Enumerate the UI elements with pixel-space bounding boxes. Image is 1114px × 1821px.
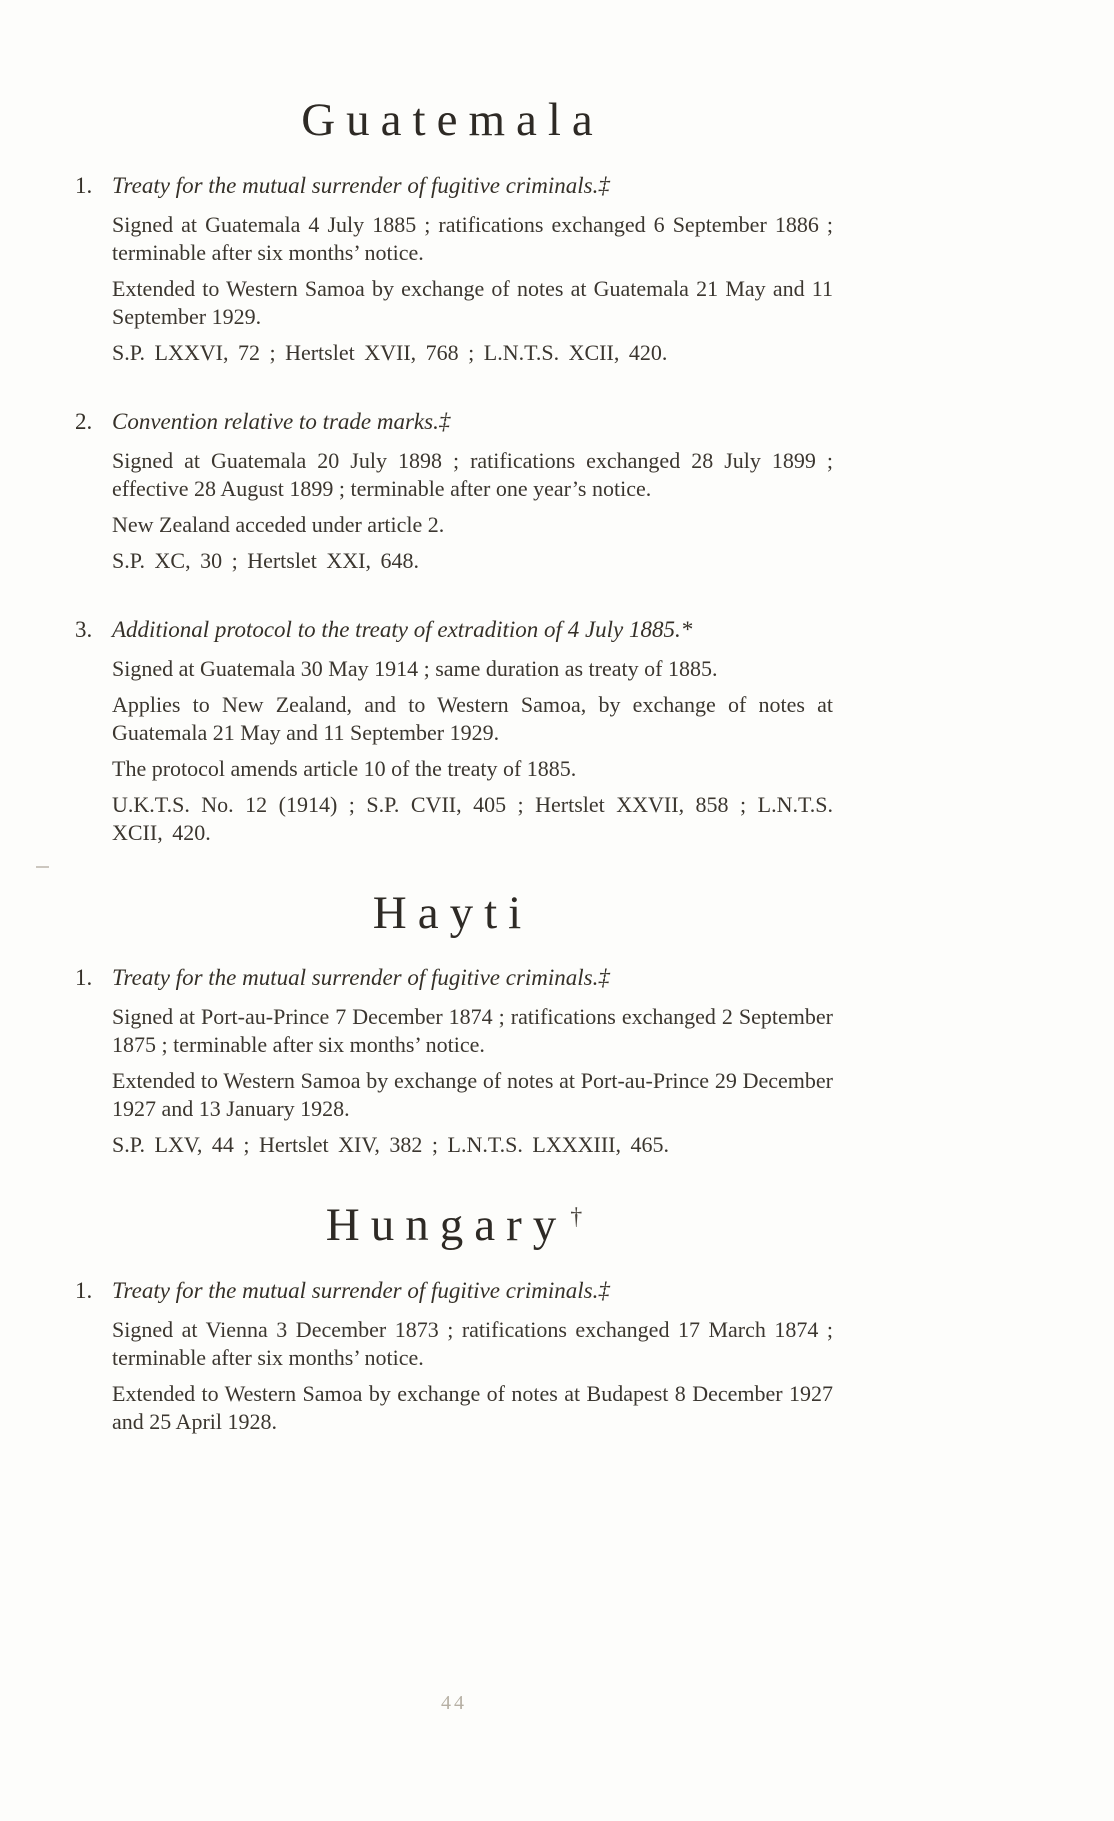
entry-number: 1. — [75, 965, 93, 991]
treaty-detail-paragraph: The protocol amends article 10 of the treaty of 1885. — [112, 755, 577, 781]
page-number: 44 — [441, 1692, 467, 1714]
page-content — [75, 94, 833, 1476]
treaty-title: Treaty for the mutual surrender of fugitive criminals.‡ — [112, 965, 610, 991]
treaty-detail-paragraph: Extended to Western Samoa by exchange of notes at Port-au-Prince 29 December 1927 and 13 January 1928. — [112, 1068, 833, 1122]
section-heading-hayti — [75, 887, 833, 940]
entry-number: 3. — [75, 616, 93, 642]
treaty-title: Convention relative to trade marks.‡ — [112, 408, 451, 434]
treaty-entry-hayti-1 — [75, 963, 833, 1159]
dagger-mark: † — [570, 1204, 583, 1231]
section-title: Hungary — [325, 1199, 568, 1252]
section-heading-hungary — [75, 1199, 833, 1252]
treaty-entry-guatemala-2 — [75, 407, 833, 575]
section-title: Guatemala — [301, 94, 604, 146]
treaty-detail-paragraph: Signed at Vienna 3 December 1873 ; ratifications exchanged 17 March 1874 ; terminable after six months’ notice. — [112, 1316, 833, 1370]
entry-number: 1. — [75, 1277, 93, 1303]
treaty-detail-paragraph: Extended to Western Samoa by exchange of notes at Budapest 8 December 1927 and 25 April 1928. — [112, 1380, 833, 1434]
scan-artifact — [36, 866, 49, 868]
section-heading-guatemala — [75, 94, 833, 147]
treaty-detail-paragraph: Signed at Port-au-Prince 7 December 1874 ; ratifications exchanged 2 September 1875 ; terminable after six months’ notice. — [112, 1004, 833, 1058]
treaty-entry-hungary-1 — [75, 1276, 833, 1436]
section-title: Hayti — [372, 886, 533, 939]
treaty-detail-paragraph: Extended to Western Samoa by exchange of notes at Guatemala 21 May and 11 September 1929. — [112, 275, 833, 329]
citation-line: S.P. LXV, 44 ; Hertslet XIV, 382 ; L.N.T.S. LXXXIII, 465. — [112, 1132, 669, 1158]
citation-line: U.K.T.S. No. 12 (1914) ; S.P. CVII, 405 ; Hertslet XXVII, 858 ; L.N.T.S. XCII, 420. — [112, 791, 833, 845]
treaty-detail-paragraph: Signed at Guatemala 30 May 1914 ; same duration as treaty of 1885. — [112, 655, 718, 681]
citation-line: S.P. XC, 30 ; Hertslet XXI, 648. — [112, 547, 419, 573]
entry-number: 1. — [75, 172, 93, 198]
entry-head — [75, 615, 833, 645]
treaty-detail-paragraph: Signed at Guatemala 4 July 1885 ; ratifications exchanged 6 September 1886 ; terminable after six months’ notice. — [112, 211, 833, 265]
entry-number: 2. — [75, 408, 93, 434]
treaty-title: Treaty for the mutual surrender of fugitive criminals.‡ — [112, 1277, 610, 1303]
treaty-title: Treaty for the mutual surrender of fugitive criminals.‡ — [112, 172, 610, 198]
treaty-title: Additional protocol to the treaty of extradition of 4 July 1885.* — [112, 616, 693, 642]
entry-head — [75, 407, 833, 437]
treaty-detail-paragraph: Signed at Guatemala 20 July 1898 ; ratifications exchanged 28 July 1899 ; effective 28 August 1899 ; terminable after one year’s notice. — [112, 447, 833, 501]
treaty-entry-guatemala-3 — [75, 615, 833, 847]
treaty-detail-paragraph: Applies to New Zealand, and to Western Samoa, by exchange of notes at Guatemala 21 May and 11 September 1929. — [112, 691, 833, 745]
entry-head — [75, 1276, 833, 1306]
citation-line: S.P. LXXVI, 72 ; Hertslet XVII, 768 ; L.N.T.S. XCII, 420. — [112, 339, 668, 365]
treaty-detail-paragraph: New Zealand acceded under article 2. — [112, 511, 445, 537]
entry-head — [75, 963, 833, 993]
treaty-entry-guatemala-1 — [75, 171, 833, 367]
entry-head — [75, 171, 833, 201]
